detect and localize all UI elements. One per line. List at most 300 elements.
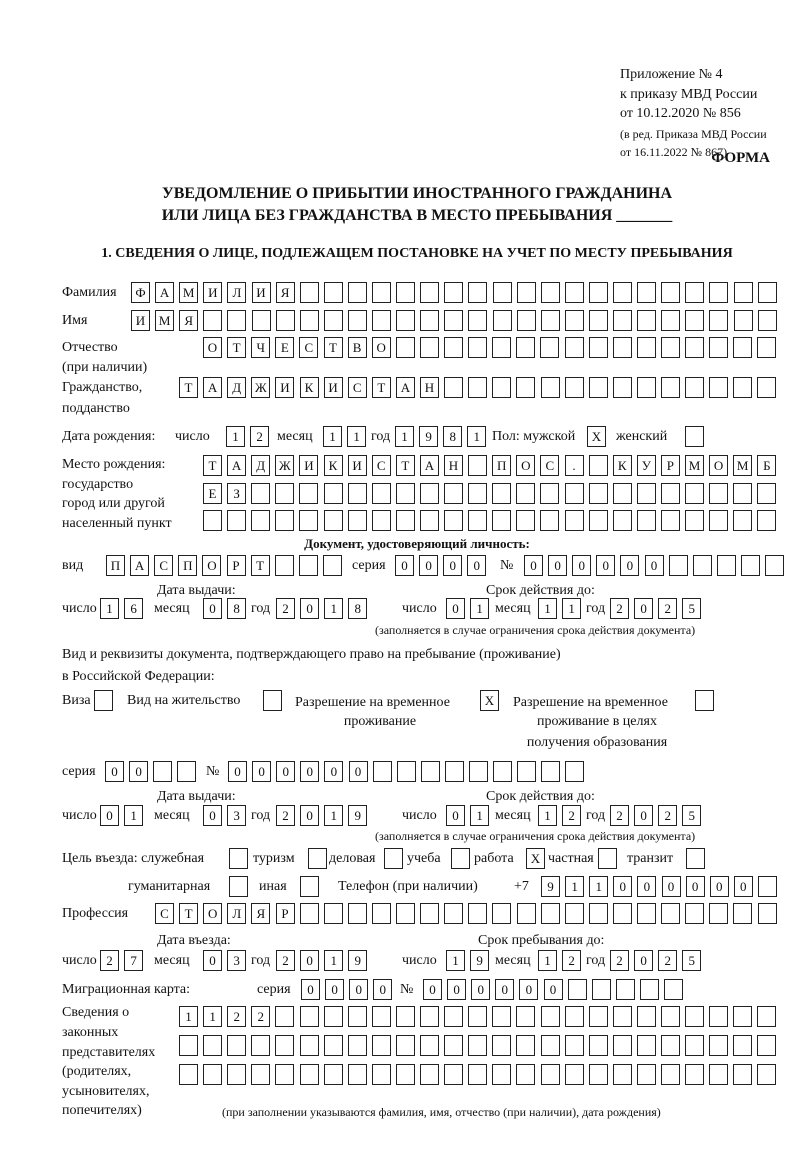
char-box[interactable]	[420, 1006, 439, 1027]
char-box[interactable]	[468, 510, 487, 531]
char-box[interactable]: И	[252, 282, 271, 303]
char-box[interactable]	[589, 903, 608, 924]
char-box[interactable]	[444, 1035, 463, 1056]
char-box[interactable]	[517, 903, 536, 924]
sex-female-checkbox[interactable]	[685, 426, 709, 448]
char-box[interactable]	[613, 377, 632, 398]
char-box[interactable]	[733, 377, 752, 398]
char-box[interactable]: 1	[589, 876, 608, 897]
purpose-service-checkbox[interactable]	[229, 848, 253, 870]
char-box[interactable]: З	[227, 483, 246, 504]
char-box[interactable]	[734, 282, 753, 303]
char-box[interactable]	[517, 282, 536, 303]
char-box[interactable]: 1	[100, 598, 119, 619]
char-box[interactable]: 1	[124, 805, 143, 826]
temporary-residence-education-checkbox[interactable]	[695, 690, 719, 712]
char-box[interactable]: А	[420, 455, 439, 476]
char-box[interactable]	[685, 510, 704, 531]
char-box[interactable]	[421, 761, 440, 782]
char-box[interactable]	[613, 337, 632, 358]
char-box[interactable]	[709, 1006, 728, 1027]
char-box[interactable]	[685, 1035, 704, 1056]
char-box[interactable]: Т	[324, 337, 343, 358]
char-box[interactable]: 0	[395, 555, 414, 576]
char-box[interactable]	[179, 1035, 198, 1056]
char-box[interactable]: Р	[661, 455, 680, 476]
stay-issue-month-field[interactable]	[203, 805, 251, 827]
char-box[interactable]	[468, 282, 487, 303]
char-box[interactable]	[733, 337, 752, 358]
char-box[interactable]: 0	[613, 876, 632, 897]
char-box[interactable]	[324, 483, 343, 504]
char-box[interactable]: 0	[324, 761, 343, 782]
char-box[interactable]	[372, 1035, 391, 1056]
birth-month-field[interactable]	[323, 426, 371, 448]
char-box[interactable]	[613, 1006, 632, 1027]
char-box[interactable]	[541, 1006, 560, 1027]
char-box[interactable]	[444, 282, 463, 303]
char-box[interactable]	[492, 1035, 511, 1056]
until-day-field[interactable]	[446, 950, 494, 972]
char-box[interactable]	[251, 1064, 270, 1085]
char-box[interactable]	[468, 377, 487, 398]
char-box[interactable]	[516, 1035, 535, 1056]
char-box[interactable]	[396, 310, 415, 331]
char-box[interactable]	[637, 1064, 656, 1085]
char-box[interactable]: 0	[467, 555, 486, 576]
char-box[interactable]	[445, 761, 464, 782]
char-box[interactable]	[565, 282, 584, 303]
char-box[interactable]	[300, 876, 319, 897]
char-box[interactable]: 1	[324, 805, 343, 826]
char-box[interactable]	[661, 1006, 680, 1027]
char-box[interactable]	[275, 510, 294, 531]
char-box[interactable]	[396, 1064, 415, 1085]
char-box[interactable]: 1	[324, 950, 343, 971]
char-box[interactable]: 0	[129, 761, 148, 782]
char-box[interactable]: 0	[252, 761, 271, 782]
char-box[interactable]	[275, 1035, 294, 1056]
char-box[interactable]: К	[300, 377, 319, 398]
char-box[interactable]	[444, 1006, 463, 1027]
char-box[interactable]: О	[516, 455, 535, 476]
char-box[interactable]	[589, 337, 608, 358]
char-box[interactable]	[661, 483, 680, 504]
char-box[interactable]	[299, 483, 318, 504]
char-box[interactable]	[709, 1064, 728, 1085]
char-box[interactable]	[685, 337, 704, 358]
char-box[interactable]: Т	[203, 455, 222, 476]
char-box[interactable]: Р	[276, 903, 295, 924]
char-box[interactable]	[468, 483, 487, 504]
char-box[interactable]: Т	[227, 337, 246, 358]
char-box[interactable]: 0	[495, 979, 514, 1000]
char-box[interactable]: И	[203, 282, 222, 303]
char-box[interactable]	[661, 903, 680, 924]
char-box[interactable]: 7	[124, 950, 143, 971]
char-box[interactable]: 2	[276, 950, 295, 971]
char-box[interactable]	[686, 848, 705, 869]
char-box[interactable]	[396, 510, 415, 531]
char-box[interactable]	[324, 1006, 343, 1027]
char-box[interactable]: 0	[524, 555, 543, 576]
migration-number-field[interactable]	[423, 979, 688, 1001]
char-box[interactable]: 0	[620, 555, 639, 576]
char-box[interactable]: 2	[250, 426, 269, 447]
char-box[interactable]: Ж	[251, 377, 270, 398]
char-box[interactable]	[516, 1006, 535, 1027]
char-box[interactable]: 1	[470, 598, 489, 619]
id-issue-month-field[interactable]	[203, 598, 251, 620]
char-box[interactable]	[372, 310, 391, 331]
char-box[interactable]: 1	[538, 950, 557, 971]
char-box[interactable]: 2	[610, 950, 629, 971]
char-box[interactable]	[229, 876, 248, 897]
char-box[interactable]	[372, 483, 391, 504]
char-box[interactable]	[468, 903, 487, 924]
char-box[interactable]	[227, 310, 246, 331]
char-box[interactable]	[613, 483, 632, 504]
char-box[interactable]: Л	[227, 282, 246, 303]
char-box[interactable]	[420, 510, 439, 531]
char-box[interactable]: Я	[276, 282, 295, 303]
char-box[interactable]	[613, 1064, 632, 1085]
char-box[interactable]	[709, 483, 728, 504]
char-box[interactable]	[227, 1064, 246, 1085]
char-box[interactable]	[589, 1064, 608, 1085]
char-box[interactable]: 2	[610, 805, 629, 826]
char-box[interactable]: П	[178, 555, 197, 576]
char-box[interactable]	[203, 1035, 222, 1056]
char-box[interactable]: П	[106, 555, 125, 576]
char-box[interactable]: М	[685, 455, 704, 476]
char-box[interactable]	[565, 1006, 584, 1027]
char-box[interactable]: 1	[446, 950, 465, 971]
char-box[interactable]: С	[299, 337, 318, 358]
char-box[interactable]	[541, 761, 560, 782]
visa-checkbox[interactable]	[94, 690, 118, 712]
char-box[interactable]: 0	[300, 950, 319, 971]
char-box[interactable]	[323, 555, 342, 576]
char-box[interactable]	[709, 377, 728, 398]
char-box[interactable]: 0	[637, 876, 656, 897]
char-box[interactable]: 1	[179, 1006, 198, 1027]
char-box[interactable]	[516, 377, 535, 398]
char-box[interactable]	[420, 1064, 439, 1085]
char-box[interactable]: С	[154, 555, 173, 576]
char-box[interactable]	[640, 979, 659, 1000]
char-box[interactable]: 9	[348, 950, 367, 971]
stay-number-field[interactable]	[228, 761, 590, 783]
char-box[interactable]: Р	[227, 555, 246, 576]
char-box[interactable]	[541, 377, 560, 398]
char-box[interactable]: В	[348, 337, 367, 358]
char-box[interactable]	[589, 510, 608, 531]
char-box[interactable]	[765, 555, 784, 576]
char-box[interactable]	[709, 310, 728, 331]
char-box[interactable]	[757, 1006, 776, 1027]
representatives-field-row-2[interactable]	[179, 1035, 782, 1057]
char-box[interactable]	[637, 1006, 656, 1027]
char-box[interactable]: X	[480, 690, 499, 711]
char-box[interactable]: 5	[682, 950, 701, 971]
char-box[interactable]	[324, 310, 343, 331]
char-box[interactable]	[300, 1064, 319, 1085]
char-box[interactable]: Н	[420, 377, 439, 398]
char-box[interactable]	[685, 310, 704, 331]
char-box[interactable]: 6	[124, 598, 143, 619]
char-box[interactable]: 0	[572, 555, 591, 576]
char-box[interactable]	[300, 1035, 319, 1056]
char-box[interactable]	[372, 510, 391, 531]
stay-issue-day-field[interactable]	[100, 805, 148, 827]
char-box[interactable]	[372, 282, 391, 303]
char-box[interactable]: 2	[658, 598, 677, 619]
char-box[interactable]	[637, 377, 656, 398]
char-box[interactable]	[565, 1064, 584, 1085]
stay-valid-month-field[interactable]	[538, 805, 586, 827]
char-box[interactable]	[758, 310, 777, 331]
until-month-field[interactable]	[538, 950, 586, 972]
birthplace-field-row-2[interactable]	[203, 483, 781, 505]
char-box[interactable]: 2	[227, 1006, 246, 1027]
char-box[interactable]: 0	[443, 555, 462, 576]
char-box[interactable]	[252, 310, 271, 331]
char-box[interactable]	[492, 1006, 511, 1027]
char-box[interactable]	[299, 555, 318, 576]
char-box[interactable]: 1	[347, 426, 366, 447]
char-box[interactable]	[661, 1064, 680, 1085]
char-box[interactable]: 1	[323, 426, 342, 447]
id-valid-month-field[interactable]	[538, 598, 586, 620]
char-box[interactable]	[308, 848, 327, 869]
char-box[interactable]: Т	[396, 455, 415, 476]
char-box[interactable]	[420, 483, 439, 504]
id-type-field[interactable]	[106, 555, 347, 577]
char-box[interactable]	[348, 510, 367, 531]
char-box[interactable]: 0	[734, 876, 753, 897]
char-box[interactable]	[733, 1035, 752, 1056]
char-box[interactable]	[540, 337, 559, 358]
char-box[interactable]	[444, 377, 463, 398]
char-box[interactable]	[492, 377, 511, 398]
char-box[interactable]	[565, 1035, 584, 1056]
entry-day-field[interactable]	[100, 950, 148, 972]
char-box[interactable]	[717, 555, 736, 576]
purpose-humanitarian-checkbox[interactable]	[229, 876, 253, 898]
char-box[interactable]: 1	[324, 598, 343, 619]
char-box[interactable]: 0	[228, 761, 247, 782]
profession-field[interactable]	[155, 903, 782, 925]
char-box[interactable]	[396, 337, 415, 358]
char-box[interactable]	[348, 1064, 367, 1085]
char-box[interactable]: С	[348, 377, 367, 398]
char-box[interactable]	[451, 848, 470, 869]
birth-year-field[interactable]	[395, 426, 491, 448]
char-box[interactable]	[397, 761, 416, 782]
id-valid-day-field[interactable]	[446, 598, 494, 620]
char-box[interactable]: 0	[634, 805, 653, 826]
char-box[interactable]	[733, 903, 752, 924]
char-box[interactable]	[616, 979, 635, 1000]
purpose-business-checkbox[interactable]	[384, 848, 408, 870]
char-box[interactable]	[758, 903, 777, 924]
char-box[interactable]	[685, 1006, 704, 1027]
char-box[interactable]	[373, 761, 392, 782]
char-box[interactable]: 9	[348, 805, 367, 826]
purpose-other-checkbox[interactable]	[300, 876, 324, 898]
char-box[interactable]	[733, 510, 752, 531]
char-box[interactable]	[324, 282, 343, 303]
char-box[interactable]: Л	[227, 903, 246, 924]
char-box[interactable]: 0	[105, 761, 124, 782]
char-box[interactable]	[300, 1006, 319, 1027]
char-box[interactable]	[444, 903, 463, 924]
char-box[interactable]: X	[526, 848, 545, 869]
char-box[interactable]: М	[155, 310, 174, 331]
char-box[interactable]	[589, 1006, 608, 1027]
char-box[interactable]	[685, 426, 704, 447]
char-box[interactable]: Ф	[131, 282, 150, 303]
char-box[interactable]: Е	[203, 483, 222, 504]
char-box[interactable]: 0	[300, 805, 319, 826]
char-box[interactable]: Т	[179, 903, 198, 924]
char-box[interactable]	[661, 1035, 680, 1056]
char-box[interactable]: 8	[348, 598, 367, 619]
char-box[interactable]: 1	[538, 805, 557, 826]
char-box[interactable]	[637, 483, 656, 504]
entry-month-field[interactable]	[203, 950, 251, 972]
char-box[interactable]	[565, 761, 584, 782]
char-box[interactable]	[734, 310, 753, 331]
id-valid-year-field[interactable]	[610, 598, 706, 620]
char-box[interactable]: 0	[423, 979, 442, 1000]
char-box[interactable]	[203, 310, 222, 331]
char-box[interactable]	[468, 1035, 487, 1056]
surname-field[interactable]	[131, 282, 782, 304]
char-box[interactable]: 0	[596, 555, 615, 576]
char-box[interactable]: 1	[470, 805, 489, 826]
char-box[interactable]: И	[131, 310, 150, 331]
char-box[interactable]	[263, 690, 282, 711]
char-box[interactable]	[300, 903, 319, 924]
char-box[interactable]	[299, 510, 318, 531]
char-box[interactable]	[613, 282, 632, 303]
char-box[interactable]: О	[203, 337, 222, 358]
char-box[interactable]	[251, 483, 270, 504]
char-box[interactable]	[540, 510, 559, 531]
char-box[interactable]	[516, 337, 535, 358]
char-box[interactable]	[444, 337, 463, 358]
char-box[interactable]	[324, 510, 343, 531]
char-box[interactable]	[153, 761, 172, 782]
char-box[interactable]: 0	[325, 979, 344, 1000]
until-year-field[interactable]	[610, 950, 706, 972]
stay-valid-year-field[interactable]	[610, 805, 706, 827]
migration-series-field[interactable]	[301, 979, 397, 1001]
id-issue-day-field[interactable]	[100, 598, 148, 620]
char-box[interactable]	[227, 510, 246, 531]
char-box[interactable]	[709, 1035, 728, 1056]
char-box[interactable]	[709, 282, 728, 303]
char-box[interactable]: 5	[682, 805, 701, 826]
char-box[interactable]	[613, 310, 632, 331]
name-field[interactable]	[131, 310, 782, 332]
char-box[interactable]	[420, 1035, 439, 1056]
char-box[interactable]	[179, 1064, 198, 1085]
char-box[interactable]	[565, 510, 584, 531]
char-box[interactable]	[324, 1035, 343, 1056]
char-box[interactable]	[348, 1006, 367, 1027]
char-box[interactable]	[492, 510, 511, 531]
char-box[interactable]: 9	[419, 426, 438, 447]
char-box[interactable]: Т	[251, 555, 270, 576]
char-box[interactable]: 2	[276, 805, 295, 826]
char-box[interactable]	[396, 1006, 415, 1027]
char-box[interactable]: О	[202, 555, 221, 576]
char-box[interactable]	[637, 337, 656, 358]
char-box[interactable]	[420, 310, 439, 331]
char-box[interactable]: М	[733, 455, 752, 476]
char-box[interactable]: О	[709, 455, 728, 476]
char-box[interactable]: 2	[610, 598, 629, 619]
char-box[interactable]	[348, 282, 367, 303]
char-box[interactable]: О	[203, 903, 222, 924]
char-box[interactable]: 0	[203, 950, 222, 971]
char-box[interactable]: 0	[276, 761, 295, 782]
char-box[interactable]: 1	[562, 598, 581, 619]
char-box[interactable]	[517, 310, 536, 331]
char-box[interactable]	[685, 903, 704, 924]
char-box[interactable]: Д	[227, 377, 246, 398]
char-box[interactable]	[348, 1035, 367, 1056]
char-box[interactable]: 0	[471, 979, 490, 1000]
char-box[interactable]	[203, 1064, 222, 1085]
char-box[interactable]	[492, 1064, 511, 1085]
char-box[interactable]	[598, 848, 617, 869]
char-box[interactable]: .	[565, 455, 584, 476]
char-box[interactable]	[420, 903, 439, 924]
char-box[interactable]: К	[613, 455, 632, 476]
char-box[interactable]	[733, 483, 752, 504]
purpose-private-checkbox[interactable]	[598, 848, 622, 870]
char-box[interactable]: 2	[251, 1006, 270, 1027]
char-box[interactable]	[568, 979, 587, 1000]
char-box[interactable]	[420, 282, 439, 303]
char-box[interactable]	[227, 1035, 246, 1056]
char-box[interactable]: А	[396, 377, 415, 398]
char-box[interactable]	[468, 337, 487, 358]
char-box[interactable]	[492, 903, 511, 924]
char-box[interactable]	[493, 310, 512, 331]
char-box[interactable]	[661, 310, 680, 331]
char-box[interactable]	[94, 690, 113, 711]
char-box[interactable]: И	[324, 377, 343, 398]
char-box[interactable]	[757, 337, 776, 358]
char-box[interactable]	[493, 761, 512, 782]
purpose-study-checkbox[interactable]	[451, 848, 475, 870]
char-box[interactable]	[565, 337, 584, 358]
char-box[interactable]	[177, 761, 196, 782]
phone-field[interactable]	[541, 876, 782, 898]
char-box[interactable]	[661, 282, 680, 303]
char-box[interactable]	[685, 282, 704, 303]
char-box[interactable]: 5	[682, 598, 701, 619]
char-box[interactable]: Ч	[251, 337, 270, 358]
residence-permit-checkbox[interactable]	[263, 690, 287, 712]
char-box[interactable]: 0	[300, 598, 319, 619]
char-box[interactable]	[468, 1006, 487, 1027]
